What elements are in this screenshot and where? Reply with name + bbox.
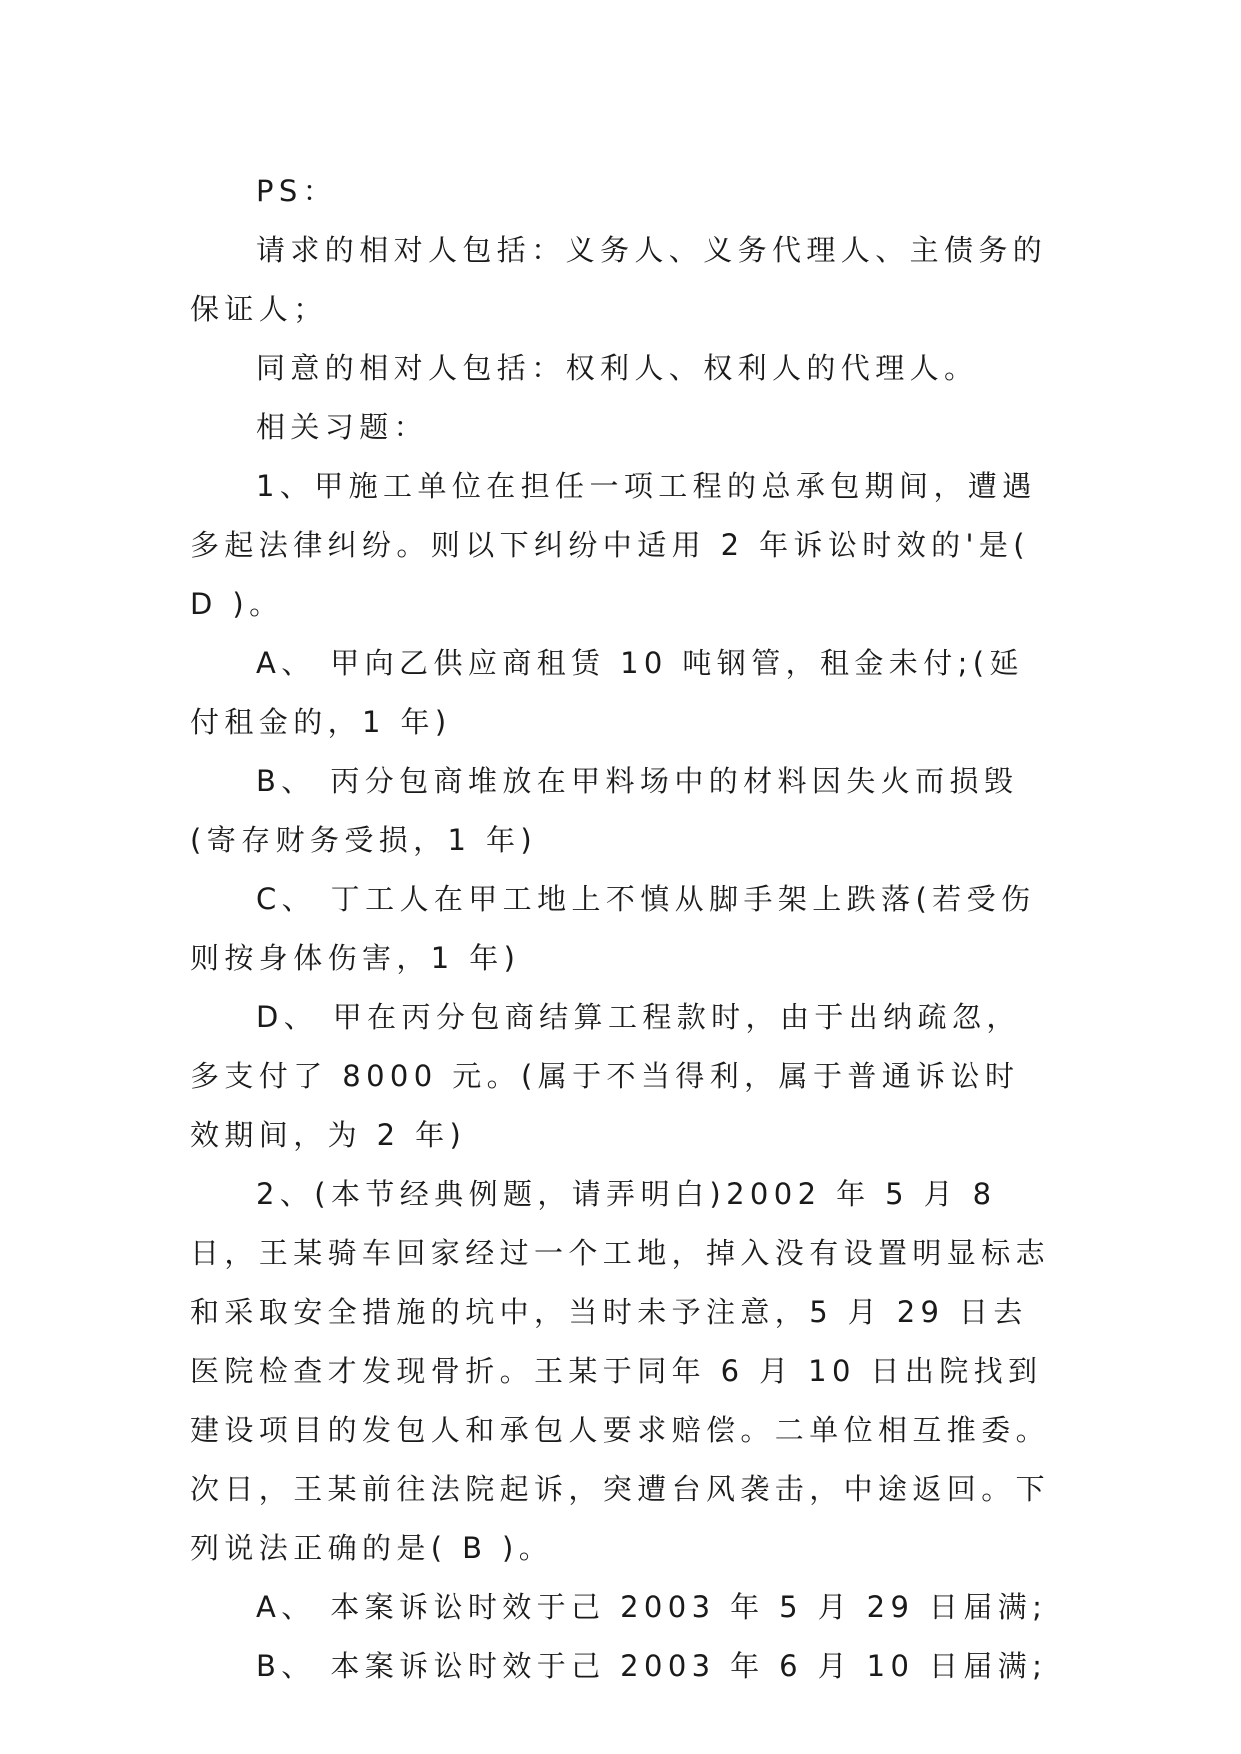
question-2-option-a: A、 本案诉讼时效于己 2003 年 5 月 29 日届满;: [256, 1590, 1048, 1624]
document-page: [190, 162, 1050, 1696]
question-2-option-b: B、 本案诉讼时效于己 2003 年 6 月 10 日届满;: [256, 1649, 1048, 1683]
question-2: 2、(本节经典例题，请弄明白)2002 年 5 月 8 日，王某骑车回家经过一个工地，掉入没有设置明显标志和采取安全措施的坑中，当时未予注意，5 月 29 日去医院检查才发现骨折。王某于同年 6 月 10 日出院找到建设项目的发包人和承包人要求赔偿。二单位相互推委。次日，王某前往法院起诉，突遭台风袭击，中途返回。下列说法正确的是( B )。: [190, 1177, 1051, 1565]
consent-counterparties-paragraph: 同意的相对人包括：权利人、权利人的代理人。: [256, 351, 979, 385]
question-1-option-d: D、 甲在丙分包商结算工程款时，由于出纳疏忽，多支付了 8000 元。(属于不当得利，属于普通诉讼时效期间，为 2 年): [190, 1000, 1021, 1152]
ps-heading: PS：: [256, 174, 338, 208]
exercises-heading: 相关习题：: [256, 410, 429, 444]
question-1-option-a: A、 甲向乙供应商租赁 10 吨钢管，租金未付;(延付租金的，1 年): [190, 646, 1024, 739]
question-1-option-c: C、 丁工人在甲工地上不慎从脚手架上跌落(若受伤则按身体伤害，1 年): [190, 882, 1036, 975]
question-1-option-b: B、 丙分包商堆放在甲料场中的材料因失火而损毁(寄存财务受损，1 年): [190, 764, 1019, 857]
question-1: 1、甲施工单位在担任一项工程的总承包期间，遭遇多起法律纠纷。则以下纠纷中适用 2 年诉讼时效的'是( D )。: [190, 469, 1037, 621]
request-counterparties-paragraph: 请求的相对人包括：义务人、义务代理人、主债务的保证人；: [190, 233, 1048, 326]
